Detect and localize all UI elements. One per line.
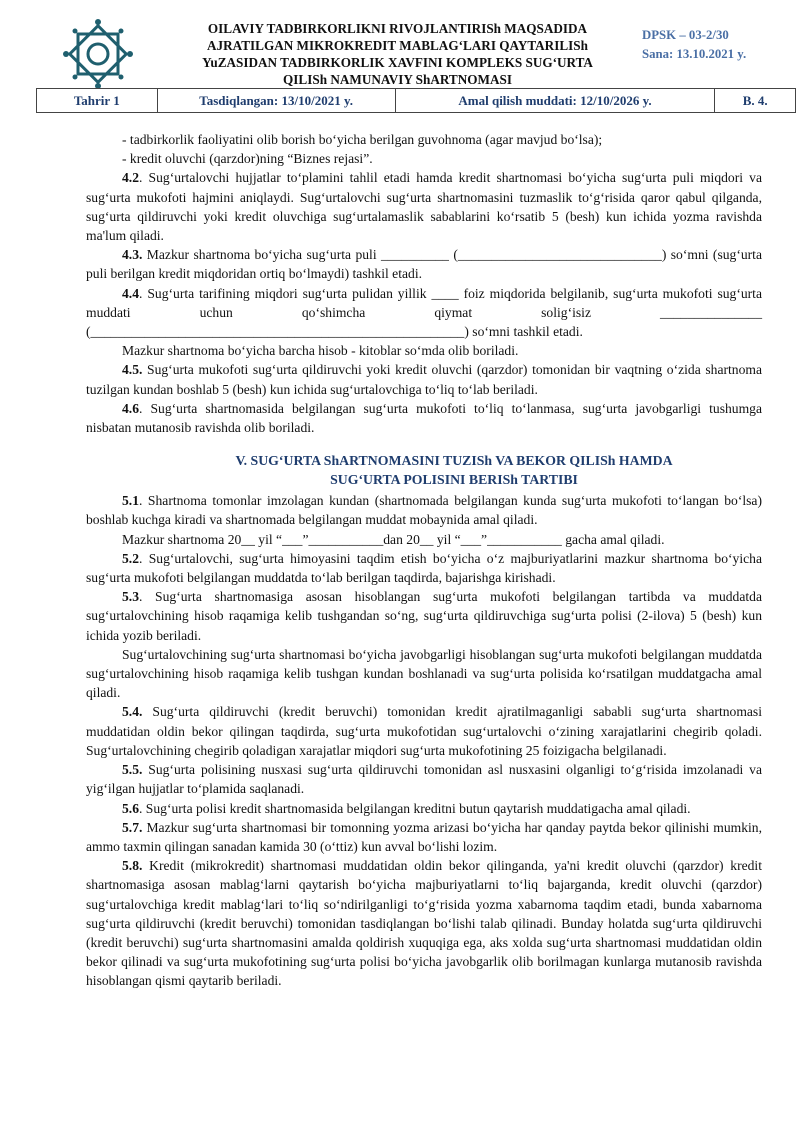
paragraph: - kredit oluvchi (qarzdor)ning “Biznes rejasi”. [122, 151, 373, 167]
clause-text: Mazkur sug‘urta shartnomasi bir tomonning yozma arizasi bo‘yicha har qanday paytda bekor qilinishi mumkin, ammo taxmin qilingan sanadan kamida 30 (o‘ttiz) kun avval bo‘lishi lozim. [86, 819, 762, 854]
document-meta [642, 26, 746, 64]
clause-text: Kredit (mikrokredit) shartnomasi muddatidan oldin bekor qilinganda, ya'ni kredit oluvchi (qarzdor) kredit shartnomasiga asosan mablag‘larni qaytarish bo‘yicha majburiyatlarni to‘liq bajarganda, kredit oluvchi (qarzdor) sug‘urtalovchiga kredit mablag‘lari to‘liq so‘ndirilganligi to‘g‘risida yozma xabarnoma taqdim etadi, bunda xabarnoma sug‘urta qildiruvchi (kredit beruvchi) tomonidan tasdiqlangan bo‘lishi talab qilinadi. Bunday holatda sug‘urta qildiruvchi (kredit beruvchi) sug‘urta shartnomasini amalda qoldirish xuquqiga ega, aks xolda sug‘urta shartnomasi muddatidan oldin bekor qilinadi va sug‘urta mukofotining sug‘urta polisi bo‘yicha javobgarlik olib borilmagan kunlarga mutanosib ravishda hisoblangan qismi qaytarib beriladi. [86, 858, 762, 989]
clause-text: . Shartnoma tomonlar imzolagan kundan (shartnomada belgilangan kunda sug‘urta mukofoti to‘langan bo‘lsa) boshlab kuchga kiradi va shartnomada belgilangan muddat mobaynida amal qiladi. [86, 493, 762, 528]
paragraph [86, 284, 762, 342]
clause-text: Sug‘urta qildiruvchi (kredit beruvchi) tomonidan kredit ajratilmaganligi sababli sug‘urta shartnomasi muddatidan oldin bekor qilingan taqdirda, sug‘urta mukofotidan sug‘urtalovchi o‘zining xarajatlarini chegirib qoladi. Sug‘urtalovchining chegirib qoladigan xarajatlar miqdori sug‘urta mukofotining 25 foizigacha belgilanadi. [86, 704, 762, 758]
clause-text: . Sug‘urtalovchi, sug‘urta himoyasini taqdim etish bo‘yicha o‘z majburiyatlarini mazkur shartnoma bo‘yicha sug‘urta mukofoti belgilangan muddatda to‘lab berilgan taqdirda, bajarishga kirishadi. [86, 550, 762, 586]
paragraph [86, 245, 762, 283]
clause-text: . Sug‘urtalovchi hujjatlar to‘plamini tahlil etadi hamda kredit shartnomasi bo‘yicha sug‘urta puli miqdori va sug‘urta mukofoti hajmini aniqlaydi. Sug‘urtalovchi sug‘urta shartnomasini tuzmaslik to‘g‘risida qaror qabul qilganda, sug‘urta qildiruvchi yoki kredit oluvchiga sug‘urtalamaslik sabablarini ko‘rsatib 5 (besh) kun ichida yozma ravishda ma'lum qiladi. [86, 170, 762, 244]
approved-cell: Tasdiqlangan: 13/10/2021 y. [157, 89, 395, 113]
section-title [86, 451, 762, 489]
clause-text: Sug‘urta mukofoti sug‘urta qildiruvchi yoki kredit oluvchi (qarzdor) tomonidan bir vaqtning o‘zida shartnoma tuzilgan kundan boshlab 5 (besh) kun ichida sug‘urtalovchiga to‘liq to‘lab beriladi. [86, 362, 762, 397]
paragraph [86, 549, 762, 587]
company-logo [62, 18, 134, 90]
star-ornament-icon [62, 18, 134, 90]
paragraph [86, 702, 762, 760]
paragraph [86, 491, 762, 529]
clause-number: 5.6 [122, 800, 139, 816]
clause-text: . Sug‘urta polisi kredit shartnomasida belgilangan kreditni butun qaytarish muddatigacha amal qiladi. [139, 800, 691, 816]
clause-text: . Sug‘urta shartnomasida belgilangan sug‘urta mukofoti to‘liq to‘lanmasa, sug‘urta javobgarligi tushumga nisbatan mutanosib ravishda olib boriladi. [86, 400, 762, 436]
clause-text: Sug‘urta polisining nusxasi sug‘urta qildiruvchi tomonidan asl nusxasini olganligi to‘g‘risida imzolanadi va yig‘ilgan hujjatlar to‘plamida saqlanadi. [86, 762, 762, 797]
clause-text: Mazkur shartnoma bo‘yicha sug‘urta puli __________ (______________________________) so‘mni (sug‘urta puli berilgan kredit miqdoridan ortiq bo‘lmaydi) tashkil etadi. [86, 247, 762, 282]
clause-number: 4.2 [122, 170, 139, 186]
page-cell: B. 4. [715, 89, 796, 113]
info-table [36, 88, 796, 113]
paragraph [86, 360, 762, 398]
clause-number: 5.3 [122, 589, 139, 605]
paragraph [86, 760, 762, 798]
info-row [37, 89, 796, 113]
title-line: YuZASIDAN TADBIRKORLIK XAVFINI KOMPLEKS SUG‘URTA [202, 55, 593, 70]
clause-number: 5.5. [122, 762, 143, 778]
clause-number: 4.6 [122, 400, 139, 416]
document-date: Sana: 13.10.2021 y. [642, 47, 747, 61]
paragraph [86, 587, 762, 645]
document-body [86, 130, 762, 991]
title-line: AJRATILGAN MIKROKREDIT MABLAG‘LARI QAYTARILISh [207, 38, 588, 53]
document-title [165, 20, 630, 88]
paragraph [86, 799, 762, 818]
document-code: DPSK – 03-2/30 [642, 28, 729, 42]
clause-number: 5.4. [122, 704, 143, 720]
title-line: QILISh NAMUNAVIY ShARTNOMASI [283, 72, 512, 87]
clause-number: 4.5. [122, 362, 143, 378]
paragraph [86, 818, 762, 856]
clause-text: . Sug‘urta tarifining miqdori sug‘urta pulidan yillik ____ foiz miqdorida belgilanib, sug‘urta mukofoti sug‘urta muddati uchun qo‘shimcha qiymat solig‘isiz _______________ (_______________________________________________________) so‘mni tashkil etadi. [86, 285, 762, 340]
title-line: OILAVIY TADBIRKORLIKNI RIVOJLANTIRISh MAQSADIDA [207, 21, 588, 36]
edition-cell: Tahrir 1 [37, 89, 158, 113]
paragraph: Mazkur shartnoma bo‘yicha barcha hisob - kitoblar so‘mda olib boriladi. [122, 343, 519, 359]
clause-number: 5.1 [122, 493, 139, 509]
paragraph: - tadbirkorlik faoliyatini olib borish bo‘yicha berilgan guvohnoma (agar mavjud bo‘lsa); [122, 132, 603, 147]
paragraph [86, 399, 762, 437]
paragraph: Sug‘urtalovchining sug‘urta shartnomasi bo‘yicha javobgarligi hisoblangan sug‘urta mukofoti belgilangan muddatda sug‘urtalovchining hisob raqamiga kelib tushgan kundan boshlanadi va sug‘urta polisida ko‘rsatilgan muddatgacha amal qiladi. [86, 646, 762, 701]
clause-number: 5.7. [122, 819, 143, 835]
clause-number: 5.8. [122, 858, 143, 874]
validity-cell: Amal qilish muddati: 12/10/2026 y. [395, 89, 715, 113]
clause-number: 4.3. [122, 247, 143, 263]
section-title-line: SUG‘URTA POLISINI BERISh TARTIBI [330, 472, 578, 488]
paragraph: Mazkur shartnoma 20__ yil “___”___________dan 20__ yil “___”___________ gacha amal qiladi. [122, 531, 665, 547]
paragraph [86, 856, 762, 990]
clause-number: 4.4 [122, 285, 139, 301]
section-title-line: V. SUG‘URTA ShARTNOMASINI TUZISh VA BEKOR QILISh HAMDA [235, 453, 673, 469]
clause-text: . Sug‘urta shartnomasiga asosan hisoblangan sug‘urta mukofoti belgilangan tartibda va muddatda sug‘urtalovchining hisob raqamiga kelib tushgandan so‘ng, sug‘urta qildiruvchiga sug‘urta polisi (2-ilova) 5 (besh) kun ichida yozib beriladi. [86, 589, 762, 643]
paragraph [86, 168, 762, 245]
clause-number: 5.2 [122, 550, 139, 566]
